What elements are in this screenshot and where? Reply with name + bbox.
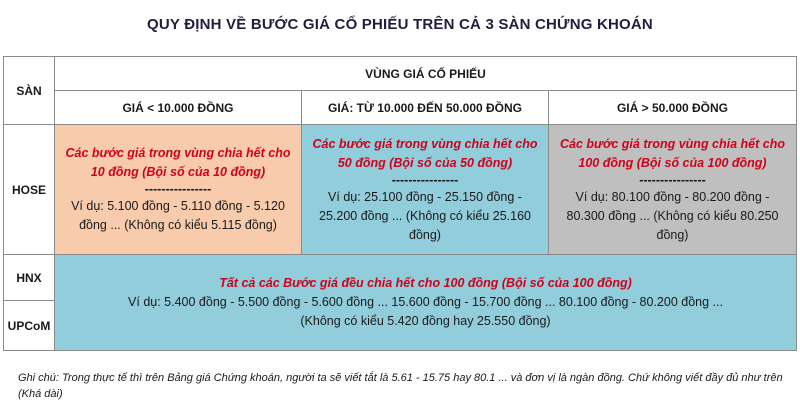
header-exchange: SÀN bbox=[4, 57, 55, 125]
header-price-above-50000: GIÁ > 50.000 ĐỒNG bbox=[549, 91, 797, 125]
hnx-upcom-rule: Tất cả các Bước giá đều chia hết cho 100 đồng (Bội số của 100 đồng) bbox=[219, 276, 632, 290]
hose-example-10: Ví dụ: 5.100 đồng - 5.110 đồng - 5.120 đồng ... (Không có kiểu 5.115 đồng) bbox=[71, 199, 285, 232]
row-label-upcom: UPCoM bbox=[4, 301, 55, 351]
hose-example-50: Ví dụ: 25.100 đồng - 25.150 đồng - 25.200 đồng ... (Không có kiểu 25.160 đồng) bbox=[319, 189, 531, 242]
hose-example-100: Ví dụ: 80.100 đồng - 80.200 đồng - 80.300 đồng ... (Không có kiểu 80.250 đồng) bbox=[566, 189, 779, 242]
header-price-range: VÙNG GIÁ CỔ PHIẾU bbox=[55, 57, 797, 91]
hose-rule-100: Các bước giá trong vùng chia hết cho 100 đồng (Bội số của 100 đồng) bbox=[560, 136, 785, 170]
hnx-upcom-merged-cell bbox=[55, 255, 797, 351]
hnx-upcom-example-2: (Không có kiểu 5.420 đồng hay 25.550 đồng) bbox=[300, 314, 551, 328]
hose-cell-below-10000 bbox=[55, 125, 302, 255]
footnote: Ghi chú: Trong thực tế thì trên Bảng giá Chứng khoán, người ta sẽ viết tắt là 5.61 - 15.75 hay 80.1 ... và đơn vị là ngàn đồng. Chứ không viết đầy đủ như trên (Khá dài) bbox=[18, 372, 783, 400]
row-label-hnx: HNX bbox=[4, 255, 55, 301]
header-price-10000-50000: GIÁ: TỪ 10.000 ĐẾN 50.000 ĐỒNG bbox=[302, 91, 549, 125]
header-price-below-10000: GIÁ < 10.000 ĐỒNG bbox=[55, 91, 302, 125]
hose-rule-50: Các bước giá trong vùng chia hết cho 50 đồng (Bội số của 50 đồng) bbox=[312, 136, 538, 170]
hose-cell-10000-50000 bbox=[302, 125, 549, 255]
divider: ---------------- bbox=[144, 182, 212, 196]
hose-cell-above-50000 bbox=[549, 125, 797, 255]
hnx-upcom-example-1: Ví dụ: 5.400 đồng - 5.500 đồng - 5.600 đồng ... 15.600 đồng - 15.700 đồng ... 80.100 đồng - 80.200 đồng ... bbox=[128, 295, 723, 309]
row-label-hose: HOSE bbox=[4, 125, 55, 255]
page-title: QUY ĐỊNH VỀ BƯỚC GIÁ CỔ PHIẾU TRÊN CẢ 3 SÀN CHỨNG KHOÁN bbox=[147, 16, 653, 33]
hose-rule-10: Các bước giá trong vùng chia hết cho 10 đồng (Bội số của 10 đồng) bbox=[65, 146, 291, 179]
tick-size-table bbox=[3, 56, 797, 351]
divider: ---------------- bbox=[391, 172, 459, 187]
divider: ---------------- bbox=[639, 172, 706, 187]
